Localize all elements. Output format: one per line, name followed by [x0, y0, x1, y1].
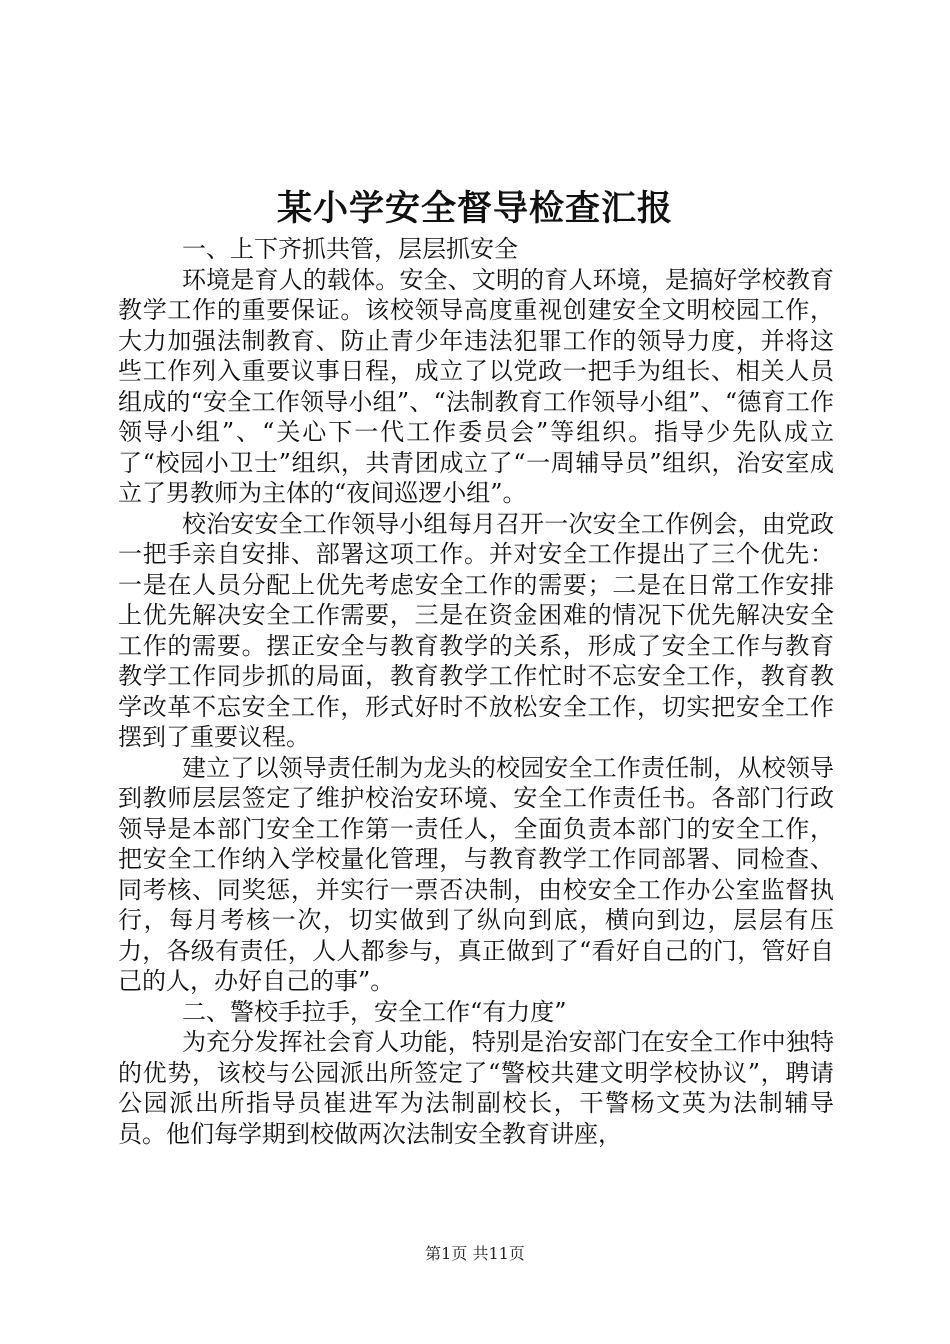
paragraph-2: 校治安安全工作领导小组每月召开一次安全工作例会，由党政一把手亲自安排、部署这项工作。并对安全工作提出了三个优先：一是在人员分配上优先考虑安全工作的需要；二是在日常工作安排上优先解决安全工作需要，三是在资金困难的情况下优先解决安全工作的需要。摆正安全与教育教学的关系，形成了安全工作与教育教学工作同步抓的局面，教育教学工作忙时不忘安全工作，教育教学改革不忘安全工作，形式好时不放松安全工作，切实把安全工作摆到了重要议程。 — [118, 509, 834, 751]
paragraph-1: 环境是育人的载体。安全、文明的育人环境，是搞好学校教育教学工作的重要保证。该校领导高度重视创建安全文明校园工作，大力加强法制教育、防止青少年违法犯罪工作的领导力度，并将这些工作列入重要议事日程，成立了以党政一把手为组长、相关人员组成的“安全工作领导小组”、“法制教育工作领导小组”、“德育工作领导小组”、“关心下一代工作委员会”等组织。指导少先队成立了“校园小卫士”组织，共青团成立了“一周辅导员”组织，治安室成立了男教师为主体的“夜间巡逻小组”。 — [118, 265, 834, 507]
section-heading-2: 二、警校手拉手，安全工作“有力度” — [182, 997, 567, 1026]
page-footer: 第1页 共11页 — [425, 1244, 525, 1263]
section-heading-1: 一、上下齐抓共管，层层抓安全 — [182, 235, 518, 263]
document-body — [118, 234, 834, 1149]
document-title: 某小学安全督导检查汇报 — [276, 188, 673, 229]
paragraph-4: 为充分发挥社会育人功能，特别是治安部门在安全工作中独特的优势，该校与公园派出所签定了“警校共建文明学校协议”，聘请公园派出所指导员崔进军为法制副校长，干警杨文英为法制辅导员。他们每学期到校做两次法制安全教育讲座， — [118, 1028, 834, 1148]
paragraph-3: 建立了以领导责任制为龙头的校园安全工作责任制，从校领导到教师层层签定了维护校治安环境、安全工作责任书。各部门行政领导是本部门安全工作第一责任人，全面负责本部门的安全工作，把安全工作纳入学校量化管理，与教育教学工作同部署、同检查、同考核、同奖惩，并实行一票否决制，由校安全工作办公室监督执行，每月考核一次，切实做到了纵向到底，横向到边，层层有压力，各级有责任，人人都参与，真正做到了“看好自己的门，管好自己的人，办好自己的事”。 — [118, 753, 834, 995]
